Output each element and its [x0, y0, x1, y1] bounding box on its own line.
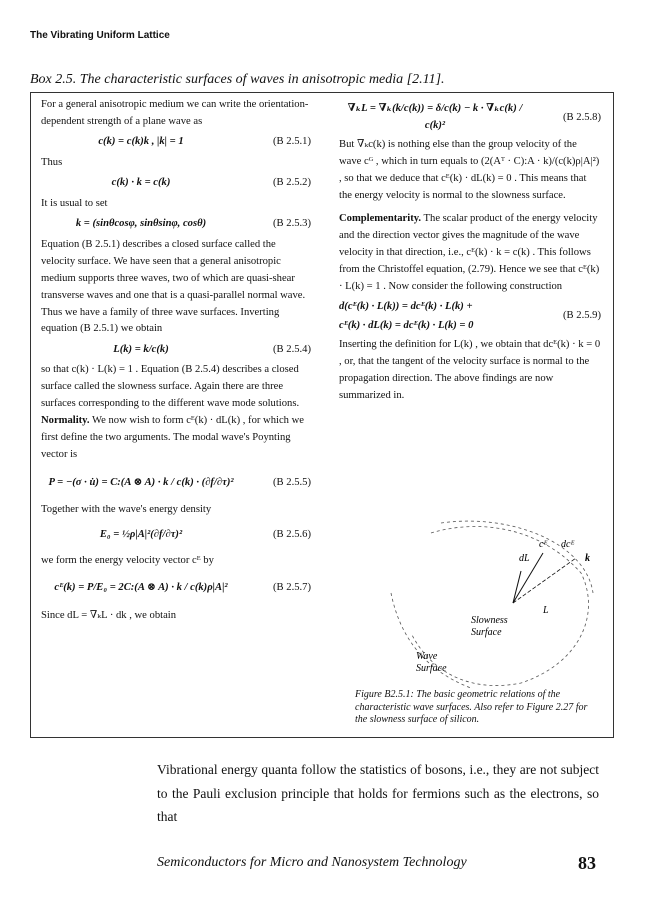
paragraph: Together with the wave's energy density: [41, 504, 212, 515]
page-number: 83: [578, 853, 596, 873]
paragraph: For a general anisotropic medium we can write the orientation-dependent strength of a plane wave as: [41, 99, 309, 127]
paragraph: we form the energy velocity vector cᴱ by: [41, 554, 214, 566]
footer-book-title: Semiconductors for Micro and Nanosystem Technology: [157, 855, 467, 870]
k-arrow: [513, 558, 576, 603]
equation: cᴱ(k) = P/E₀ = 2C:(A ⊗ A) · k / c(k)ρ|A|² (B 2.5.7): [54, 582, 311, 594]
label-wave: Wave: [416, 651, 438, 662]
body-paragraph: Vibrational energy quanta follow the statistics of bosons, i.e., they are not subject to the Pauli exclusion principle that holds for fermions such as the electrons, so that: [157, 762, 599, 825]
paragraph: Equation (B 2.5.1) describes a closed surface called the velocity surface. We have seen that a general anisotropic medium supports three waves, two of which are quasi-shear transverse waves and one that is a quasi-parallel normal wave. Thus we have a family of three wave surfaces. Inverting equation (B 2.5.1) we obtain: [41, 238, 306, 335]
wave-surfaces-figure: [371, 513, 601, 693]
paragraph: so that c(k) · L(k) = 1 . Equation (B 2.5.4) describes a closed surface called the slowness surface. Again there are three surfaces corresponding to the different wave mode solutions.: [41, 364, 300, 410]
equation: P = −(σ · u̇) = C:(A ⊗ A) · k / c(k) · (∂f/∂τ)² (B 2.5.5): [48, 476, 311, 488]
equation: d(cᴱ(k) · L(k)) = dcᴱ(k) · L(k) + cᴱ(k) · dL(k) = dcᴱ(k) · L(k) = 0 (B 2.5.9): [339, 301, 601, 332]
box-title: Box 2.5. The characteristic surfaces of waves in anisotropic media [2.11].: [30, 72, 445, 87]
equation: E₀ = ½ρ|A|²(∂f/∂τ)² (B 2.5.6): [99, 529, 311, 541]
equation: c(k) = c(k)k , |k| = 1 (B 2.5.1): [98, 136, 311, 148]
paragraph: But ∇ₖc(k) is nothing else than the group velocity of the wave cᴳ , which in turn equals to (2(Aᵀ · C):A · k)/(c(k)ρ|A|²) , so that we deduce that cᴱ(k) · dL(k) = 0 . This means that the energy velocity is normal to the slowness surface.: [339, 139, 600, 201]
paragraph: Thus: [41, 156, 63, 168]
slowness-surface-curve: [411, 526, 589, 685]
paragraph: Inserting the definition for L(k) , we obtain that dcᴱ(k) · k = 0 , or, that the tangent of the velocity surface is normal to the propagation direction. The above findings are now summarized in.: [339, 339, 601, 402]
equation: L(k) = k/c(k) (B 2.5.4): [113, 343, 311, 355]
label-dcE: dcᴱ: [561, 539, 575, 550]
running-head: The Vibrating Uniform Lattice: [30, 30, 170, 41]
label-L: L: [543, 605, 549, 616]
box-frame: [30, 92, 614, 738]
figure-caption: Figure B2.5.1: The basic geometric relations of the characteristic wave surfaces. Also refer to Figure 2.27 for the slowness surface of silicon.: [355, 689, 588, 725]
paragraph: It is usual to set: [41, 197, 108, 209]
outer-surface-curve: [441, 521, 593, 593]
paragraph: Normality. We now wish to form cᴱ(k) · dL(k) , for which we first define the two arguments. The modal wave's Poynting vector is: [41, 415, 304, 461]
equation: ∇ₖL = ∇ₖ(k/c(k)) = δ/c(k) − k · ∇ₖc(k) / c(k)² (B 2.5.8): [347, 103, 601, 131]
label-cE: cᴱ: [539, 539, 548, 550]
left-column: [41, 97, 311, 625]
label-k: k: [585, 553, 590, 564]
equation: c(k) · k = c(k) (B 2.5.2): [111, 177, 311, 189]
label-wave-surface: Surface: [416, 663, 447, 674]
paragraph: Complementarity. The scalar product of the energy velocity and the direction vector gives the magnitude of the wave velocity in that direction, i.e., cᴱ(k) · k = c(k) . This follows from the Christoffel equation, (2.79). Hence we see that cᴱ(k) · L(k) = 1 . Now consider the following construction: [339, 212, 600, 292]
label-dL: dL: [519, 553, 530, 564]
paragraph: Since dL = ∇ₖL · dk , we obtain: [41, 609, 177, 621]
equation: k = (sinθcosφ, sinθsinφ, cosθ) (B 2.5.3): [75, 218, 311, 230]
right-column: [339, 99, 601, 405]
label-slowness: Slowness: [471, 615, 508, 626]
label-slowness-surface: Surface: [471, 627, 502, 638]
